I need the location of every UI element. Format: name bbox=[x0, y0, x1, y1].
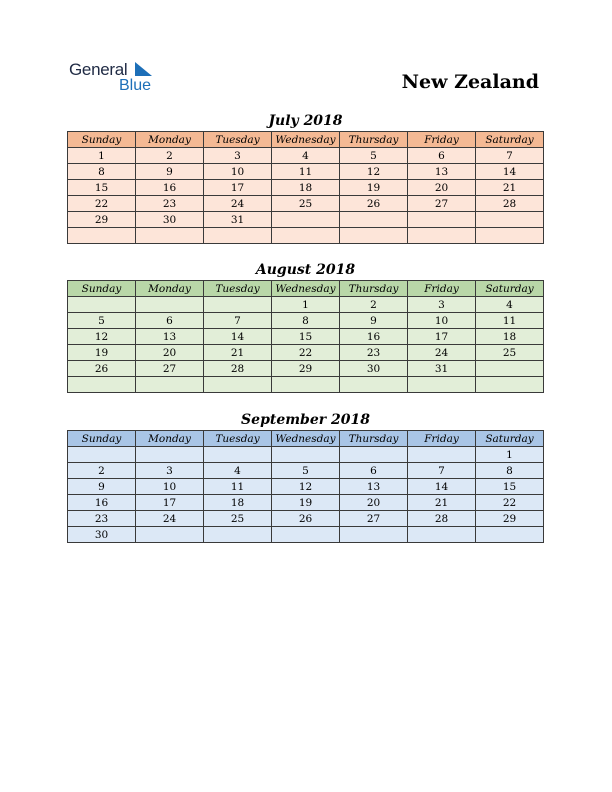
month-july bbox=[67, 112, 544, 244]
day-cell bbox=[408, 447, 476, 463]
day-cell bbox=[272, 447, 340, 463]
week-row bbox=[68, 479, 544, 495]
day-cell bbox=[476, 228, 544, 244]
month-september bbox=[67, 411, 544, 543]
month-title: August 2018 bbox=[255, 262, 356, 278]
weekday-header: Sunday bbox=[68, 132, 136, 148]
weekday-header: Wednesday bbox=[272, 431, 340, 447]
day-cell: 16 bbox=[136, 180, 204, 196]
day-cell bbox=[340, 527, 408, 543]
week-row bbox=[68, 447, 544, 463]
weekday-header-row bbox=[68, 132, 544, 148]
day-cell bbox=[204, 447, 272, 463]
day-cell: 23 bbox=[340, 345, 408, 361]
day-cell: 27 bbox=[408, 196, 476, 212]
day-cell: 30 bbox=[68, 527, 136, 543]
day-cell bbox=[476, 361, 544, 377]
day-cell: 13 bbox=[340, 479, 408, 495]
day-cell bbox=[476, 377, 544, 393]
week-row bbox=[68, 297, 544, 313]
day-cell bbox=[136, 228, 204, 244]
day-cell: 10 bbox=[136, 479, 204, 495]
day-cell: 2 bbox=[340, 297, 408, 313]
day-cell: 10 bbox=[204, 164, 272, 180]
day-cell: 12 bbox=[272, 479, 340, 495]
weekday-header: Saturday bbox=[476, 431, 544, 447]
day-cell: 20 bbox=[340, 495, 408, 511]
day-cell: 9 bbox=[136, 164, 204, 180]
logo-text-blue: Blue bbox=[119, 77, 152, 94]
month-august bbox=[67, 261, 544, 393]
day-cell bbox=[476, 212, 544, 228]
calendar-grid bbox=[67, 131, 544, 244]
day-cell: 20 bbox=[136, 345, 204, 361]
weekday-header: Tuesday bbox=[204, 281, 272, 297]
day-cell: 27 bbox=[136, 361, 204, 377]
day-cell: 6 bbox=[340, 463, 408, 479]
day-cell: 26 bbox=[68, 361, 136, 377]
week-row bbox=[68, 377, 544, 393]
day-cell: 11 bbox=[476, 313, 544, 329]
day-cell: 7 bbox=[408, 463, 476, 479]
day-cell: 9 bbox=[68, 479, 136, 495]
logo-text-general: General bbox=[69, 60, 128, 79]
day-cell: 18 bbox=[204, 495, 272, 511]
day-cell: 15 bbox=[476, 479, 544, 495]
week-row bbox=[68, 148, 544, 164]
day-cell: 12 bbox=[68, 329, 136, 345]
day-cell: 29 bbox=[476, 511, 544, 527]
week-row bbox=[68, 495, 544, 511]
week-row bbox=[68, 180, 544, 196]
weekday-header: Sunday bbox=[68, 431, 136, 447]
day-cell: 31 bbox=[408, 361, 476, 377]
day-cell bbox=[204, 527, 272, 543]
day-cell: 21 bbox=[408, 495, 476, 511]
day-cell: 19 bbox=[272, 495, 340, 511]
calendar-grid bbox=[67, 280, 544, 393]
day-cell: 7 bbox=[204, 313, 272, 329]
day-cell: 11 bbox=[204, 479, 272, 495]
day-cell: 3 bbox=[408, 297, 476, 313]
weekday-header: Thursday bbox=[340, 132, 408, 148]
day-cell: 11 bbox=[272, 164, 340, 180]
weekday-header: Saturday bbox=[476, 281, 544, 297]
day-cell: 19 bbox=[340, 180, 408, 196]
day-cell: 30 bbox=[136, 212, 204, 228]
day-cell: 29 bbox=[68, 212, 136, 228]
day-cell bbox=[340, 377, 408, 393]
day-cell: 14 bbox=[204, 329, 272, 345]
day-cell: 5 bbox=[340, 148, 408, 164]
day-cell: 28 bbox=[204, 361, 272, 377]
day-cell: 8 bbox=[272, 313, 340, 329]
day-cell bbox=[340, 212, 408, 228]
day-cell: 15 bbox=[68, 180, 136, 196]
day-cell: 15 bbox=[272, 329, 340, 345]
day-cell: 8 bbox=[476, 463, 544, 479]
weekday-header: Friday bbox=[408, 281, 476, 297]
day-cell: 17 bbox=[408, 329, 476, 345]
day-cell: 22 bbox=[68, 196, 136, 212]
day-cell: 31 bbox=[204, 212, 272, 228]
day-cell: 20 bbox=[408, 180, 476, 196]
day-cell: 16 bbox=[68, 495, 136, 511]
day-cell: 27 bbox=[340, 511, 408, 527]
country-title: New Zealand bbox=[401, 71, 539, 93]
day-cell: 4 bbox=[476, 297, 544, 313]
day-cell bbox=[136, 297, 204, 313]
weekday-header: Monday bbox=[136, 132, 204, 148]
weekday-header: Monday bbox=[136, 281, 204, 297]
week-row bbox=[68, 345, 544, 361]
week-row bbox=[68, 164, 544, 180]
day-cell: 29 bbox=[272, 361, 340, 377]
day-cell: 23 bbox=[136, 196, 204, 212]
day-cell: 26 bbox=[272, 511, 340, 527]
weekday-header-row bbox=[68, 281, 544, 297]
day-cell: 1 bbox=[476, 447, 544, 463]
day-cell bbox=[272, 377, 340, 393]
week-row bbox=[68, 511, 544, 527]
day-cell bbox=[204, 228, 272, 244]
day-cell: 28 bbox=[408, 511, 476, 527]
day-cell: 18 bbox=[476, 329, 544, 345]
day-cell: 14 bbox=[476, 164, 544, 180]
day-cell bbox=[204, 297, 272, 313]
day-cell: 18 bbox=[272, 180, 340, 196]
weekday-header: Wednesday bbox=[272, 281, 340, 297]
day-cell bbox=[476, 527, 544, 543]
logo-triangle-icon bbox=[133, 62, 153, 78]
day-cell: 28 bbox=[476, 196, 544, 212]
day-cell: 4 bbox=[204, 463, 272, 479]
day-cell: 19 bbox=[68, 345, 136, 361]
weekday-header: Tuesday bbox=[204, 132, 272, 148]
weekday-header: Thursday bbox=[340, 281, 408, 297]
weekday-header: Tuesday bbox=[204, 431, 272, 447]
day-cell: 30 bbox=[340, 361, 408, 377]
day-cell: 4 bbox=[272, 148, 340, 164]
week-row bbox=[68, 212, 544, 228]
day-cell: 24 bbox=[408, 345, 476, 361]
week-row bbox=[68, 196, 544, 212]
day-cell: 21 bbox=[204, 345, 272, 361]
day-cell: 6 bbox=[408, 148, 476, 164]
day-cell bbox=[340, 447, 408, 463]
day-cell bbox=[136, 527, 204, 543]
day-cell: 7 bbox=[476, 148, 544, 164]
day-cell bbox=[68, 228, 136, 244]
day-cell bbox=[408, 212, 476, 228]
weekday-header-row bbox=[68, 431, 544, 447]
month-title: September 2018 bbox=[241, 412, 370, 428]
week-row bbox=[68, 313, 544, 329]
day-cell: 2 bbox=[68, 463, 136, 479]
day-cell: 24 bbox=[204, 196, 272, 212]
day-cell bbox=[408, 527, 476, 543]
day-cell: 24 bbox=[136, 511, 204, 527]
day-cell: 5 bbox=[272, 463, 340, 479]
day-cell bbox=[408, 228, 476, 244]
day-cell: 16 bbox=[340, 329, 408, 345]
day-cell: 14 bbox=[408, 479, 476, 495]
day-cell: 22 bbox=[476, 495, 544, 511]
day-cell bbox=[204, 377, 272, 393]
day-cell: 10 bbox=[408, 313, 476, 329]
day-cell bbox=[68, 297, 136, 313]
day-cell bbox=[136, 447, 204, 463]
day-cell: 21 bbox=[476, 180, 544, 196]
week-row bbox=[68, 463, 544, 479]
day-cell: 13 bbox=[136, 329, 204, 345]
day-cell: 9 bbox=[340, 313, 408, 329]
day-cell: 22 bbox=[272, 345, 340, 361]
day-cell bbox=[68, 447, 136, 463]
day-cell bbox=[272, 212, 340, 228]
calendar-grid bbox=[67, 430, 544, 543]
day-cell: 2 bbox=[136, 148, 204, 164]
day-cell bbox=[340, 228, 408, 244]
day-cell: 26 bbox=[340, 196, 408, 212]
generalblue-logo bbox=[69, 60, 169, 96]
day-cell bbox=[136, 377, 204, 393]
weekday-header: Monday bbox=[136, 431, 204, 447]
week-row bbox=[68, 228, 544, 244]
week-row bbox=[68, 329, 544, 345]
day-cell: 25 bbox=[476, 345, 544, 361]
day-cell: 17 bbox=[136, 495, 204, 511]
weekday-header: Thursday bbox=[340, 431, 408, 447]
day-cell: 1 bbox=[272, 297, 340, 313]
day-cell: 25 bbox=[272, 196, 340, 212]
day-cell: 3 bbox=[204, 148, 272, 164]
week-row bbox=[68, 527, 544, 543]
day-cell: 17 bbox=[204, 180, 272, 196]
day-cell bbox=[272, 228, 340, 244]
weekday-header: Saturday bbox=[476, 132, 544, 148]
day-cell: 25 bbox=[204, 511, 272, 527]
day-cell: 5 bbox=[68, 313, 136, 329]
day-cell: 13 bbox=[408, 164, 476, 180]
day-cell: 8 bbox=[68, 164, 136, 180]
weekday-header: Friday bbox=[408, 431, 476, 447]
weekday-header: Sunday bbox=[68, 281, 136, 297]
day-cell bbox=[68, 377, 136, 393]
day-cell: 23 bbox=[68, 511, 136, 527]
day-cell bbox=[408, 377, 476, 393]
day-cell: 1 bbox=[68, 148, 136, 164]
day-cell bbox=[272, 527, 340, 543]
day-cell: 3 bbox=[136, 463, 204, 479]
day-cell: 12 bbox=[340, 164, 408, 180]
month-title: July 2018 bbox=[268, 113, 343, 129]
week-row bbox=[68, 361, 544, 377]
weekday-header: Wednesday bbox=[272, 132, 340, 148]
weekday-header: Friday bbox=[408, 132, 476, 148]
day-cell: 6 bbox=[136, 313, 204, 329]
